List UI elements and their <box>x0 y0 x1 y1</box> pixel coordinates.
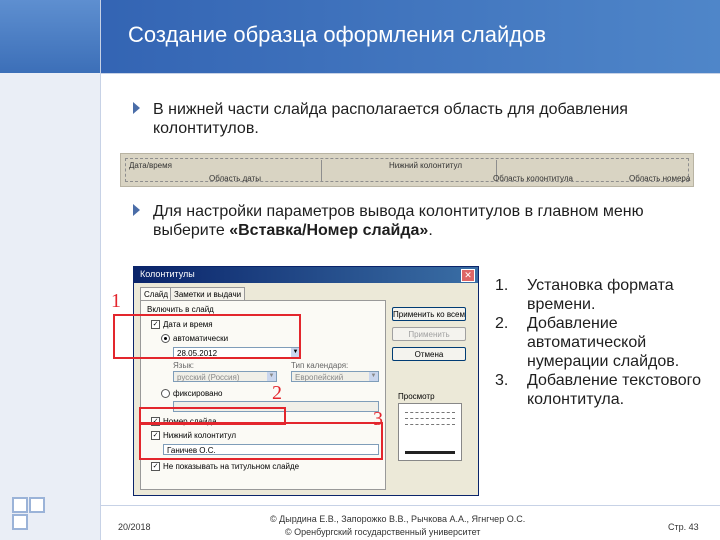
dialog-title: Колонтитулы <box>140 269 195 279</box>
marker-1: 1 <box>111 290 121 312</box>
cancel-button[interactable]: Отмена <box>392 347 466 361</box>
apply-button[interactable]: Применить <box>392 327 466 341</box>
footer-label: Нижний колонтитул <box>163 431 237 440</box>
preview-footer-bar <box>405 451 455 454</box>
footer-divider <box>100 505 720 506</box>
preview-box <box>398 403 462 461</box>
highlight-box-footer <box>139 422 383 460</box>
chevron-down-icon[interactable]: ▼ <box>370 373 377 379</box>
footer-area-strip <box>120 153 694 187</box>
calendar-select[interactable] <box>291 371 379 382</box>
footer-authors: © Дырдина Е.В., Запорожко В.В., Рычкова А.А., Ягнгчер О.С. <box>270 514 526 524</box>
title-slide-checkbox[interactable]: ✓ <box>152 463 159 470</box>
bullet-item <box>153 202 698 240</box>
item-text: Добавление текстового колонтитула. <box>527 372 701 408</box>
numbered-list <box>495 276 707 409</box>
slide-title: Создание образца оформления слайдов <box>128 22 547 47</box>
lang-value: русский (Россия) <box>177 373 240 382</box>
language-select[interactable] <box>173 371 277 382</box>
slide-header <box>0 0 720 73</box>
page-number: Стр. 43 <box>668 522 699 532</box>
datetime-checkbox[interactable]: ✓ <box>152 321 159 328</box>
bullet-arrow-icon <box>133 204 140 216</box>
numbered-item <box>495 314 707 371</box>
item-number: 1. <box>495 277 509 294</box>
lang-label: Язык: <box>173 361 194 370</box>
footer-value: Ганичев О.С. <box>167 446 216 455</box>
vertical-divider <box>100 0 101 540</box>
strip-label-footer: Нижний колонтитул <box>389 161 463 170</box>
strip-label-date-area: Область даты <box>209 174 261 183</box>
datetime-label: Дата и время <box>163 320 213 329</box>
item-text: Добавление автоматической нумерации слайдов. <box>527 315 680 370</box>
highlight-box-datetime <box>113 314 301 359</box>
dialog-titlebar <box>134 267 478 283</box>
chevron-down-icon[interactable]: ▼ <box>292 349 299 355</box>
apply-all-button[interactable]: Применить ко всем <box>392 307 466 321</box>
title-slide-label: Не показывать на титульном слайде <box>163 462 300 471</box>
footer-checkbox[interactable]: ✓ <box>152 432 159 439</box>
group-label: Включить в слайд <box>147 305 214 314</box>
marker-3: 3 <box>373 408 383 430</box>
fixed-radio[interactable] <box>161 389 170 398</box>
item-number: 2. <box>495 315 509 332</box>
numbered-item <box>495 276 707 314</box>
auto-label: автоматически <box>173 334 229 343</box>
date-value: 28.05.2012 <box>177 349 218 358</box>
close-icon[interactable]: ✕ <box>461 269 475 282</box>
bullet-text-tail: . <box>428 222 433 239</box>
bullet-text: В нижней части слайда располагается область для добавления колонтитулов. <box>153 101 628 137</box>
calendar-value: Европейский <box>295 373 344 382</box>
header-footer-dialog <box>133 266 479 496</box>
strip-label-datetime: Дата/время <box>129 161 172 170</box>
bullet-bold-text: «Вставка/Номер слайда» <box>229 222 429 239</box>
header-divider <box>100 73 720 74</box>
preview-line <box>405 424 455 426</box>
left-band <box>0 73 100 540</box>
fixed-label: фиксировано <box>173 389 223 398</box>
tab-notes[interactable]: Заметки и выдачи <box>170 287 245 301</box>
item-number: 3. <box>495 372 509 389</box>
preview-label: Просмотр <box>398 392 435 401</box>
logo-square <box>12 514 28 530</box>
logo-square <box>29 497 45 513</box>
item-text: Установка формата времени. <box>527 277 674 313</box>
slide-number-checkbox[interactable]: ✓ <box>152 418 159 425</box>
slide-number-label: Номер слайда <box>163 417 217 426</box>
header-strip <box>0 0 100 73</box>
strip-label-footer-area: Область колонтитула <box>493 174 573 183</box>
strip-label-number-area: Область номера <box>629 174 691 183</box>
bullet-text: Для настройки параметров вывода колонтитулов в главном меню выберите <box>153 203 644 239</box>
numbered-item <box>495 371 707 409</box>
marker-2: 2 <box>272 382 282 404</box>
preview-line <box>405 418 455 420</box>
calendar-label: Тип календаря: <box>291 361 349 370</box>
logo-square <box>12 497 28 513</box>
tab-slide[interactable]: Слайд <box>140 287 172 301</box>
bullet-arrow-icon <box>133 102 140 114</box>
footer-university: © Оренбургский государственный университет <box>285 527 481 537</box>
chevron-down-icon[interactable]: ▼ <box>268 373 275 379</box>
preview-line <box>405 412 455 414</box>
strip-divider <box>321 160 322 182</box>
bullet-item <box>153 100 698 138</box>
footer-date: 20/2018 <box>118 522 151 532</box>
